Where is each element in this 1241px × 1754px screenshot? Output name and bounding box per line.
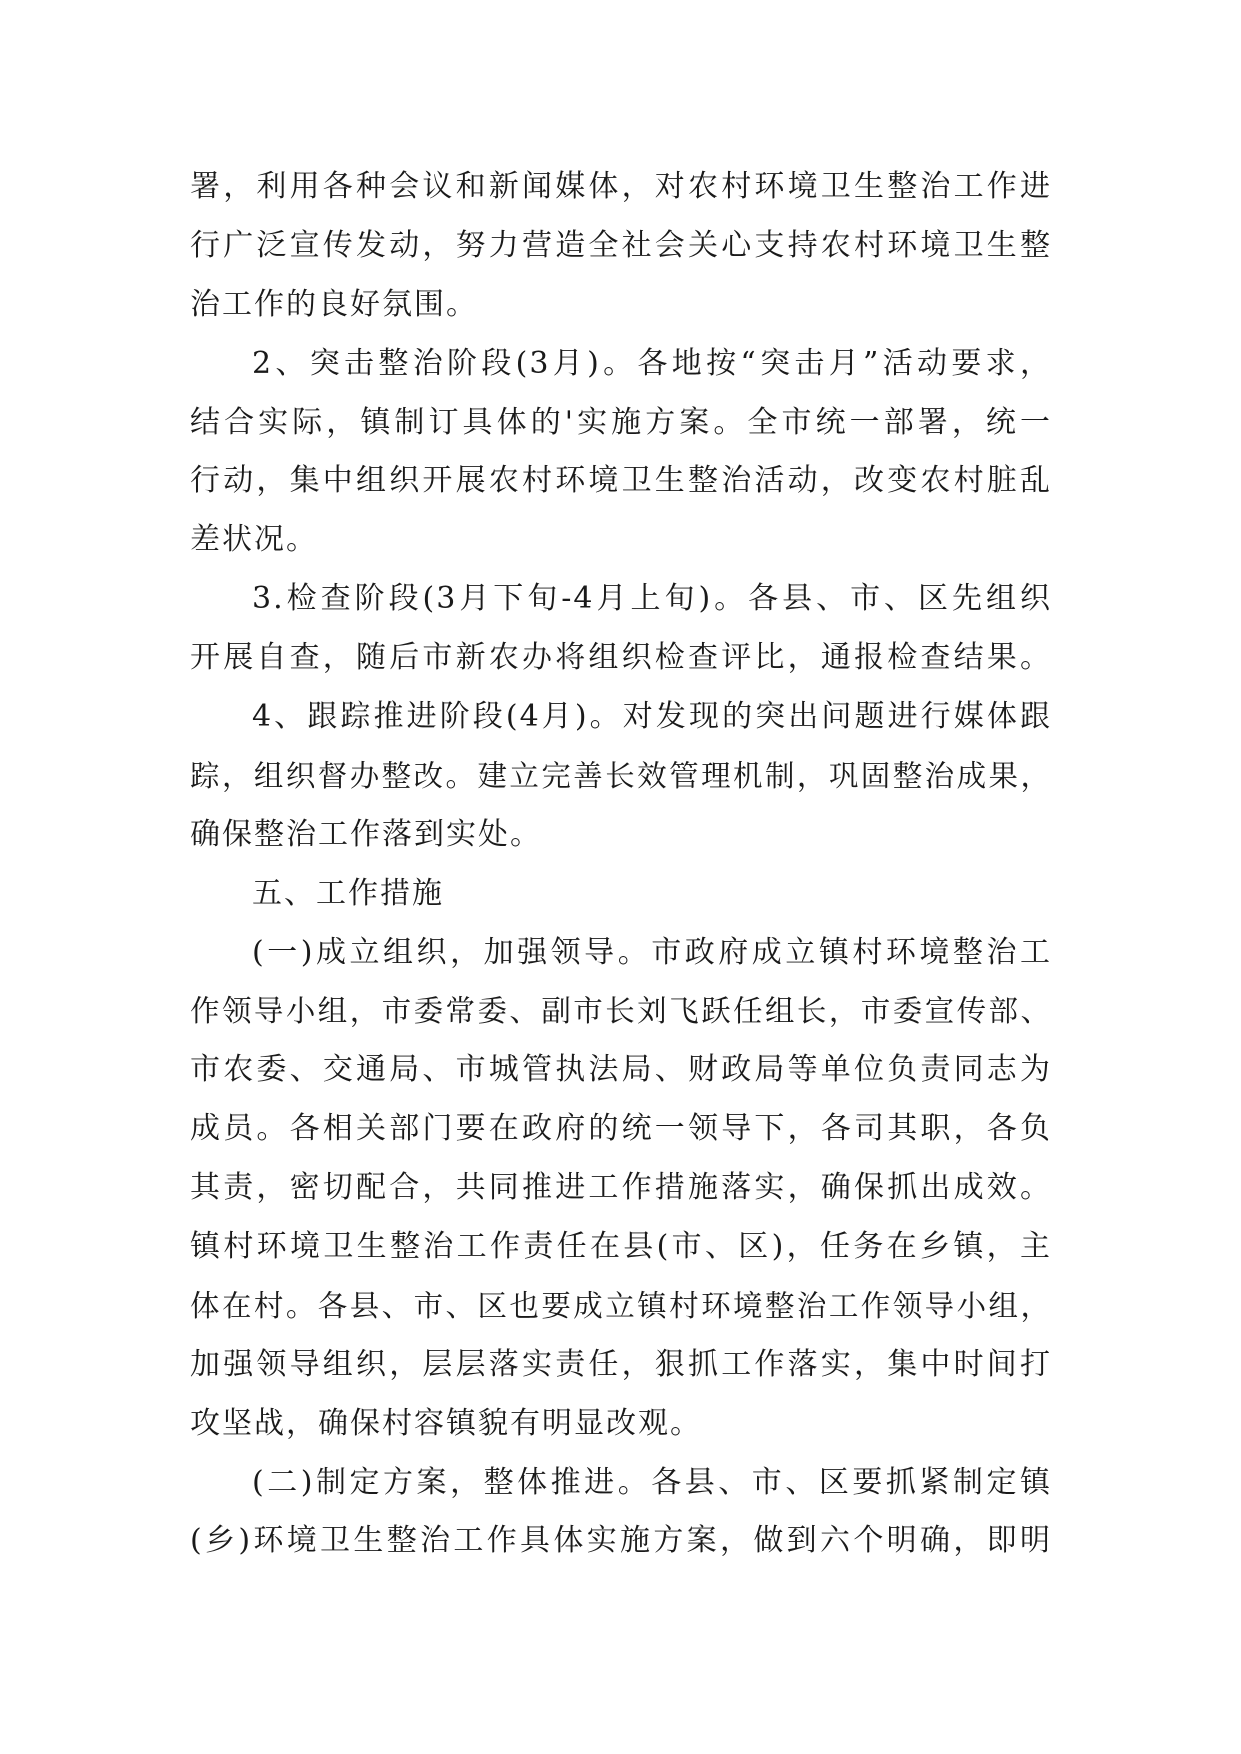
text-line: 开展自查，随后市新农办将组织检查评比，通报检查结果。 xyxy=(190,640,1052,676)
text-line: 作领导小组，市委常委、副市长刘飞跃任组长，市委宣传部、 xyxy=(190,994,1052,1029)
text-line: 2、突击整治阶段(3月)。各地按“突击月”活动要求， xyxy=(252,345,1052,381)
text-line: 成员。各相关部门要在政府的统一领导下，各司其职，各负 xyxy=(190,1111,1052,1147)
text-line: 加强领导组织，层层落实责任，狠抓工作落实，集中时间打 xyxy=(190,1346,1052,1382)
text-line: 差状况。 xyxy=(190,522,318,558)
text-line: 确保整治工作落到实处。 xyxy=(190,816,542,852)
text-line: 体在村。各县、市、区也要成立镇村环境整治工作领导小组， xyxy=(190,1288,1052,1323)
text-line: (乡)环境卫生整治工作具体实施方案，做到六个明确，即明 xyxy=(190,1523,1052,1559)
document-body xyxy=(190,158,1052,1571)
text-line: 结合实际，镇制订具体的'实施方案。全市统一部署，统一 xyxy=(190,404,1052,440)
text-line: 3.检查阶段(3月下旬-4月上旬)。各县、市、区先组织 xyxy=(252,581,1052,617)
text-line: 4、跟踪推进阶段(4月)。对发现的突出问题进行媒体跟 xyxy=(252,699,1052,735)
text-line: 行动，集中组织开展农村环境卫生整治活动，改变农村脏乱 xyxy=(190,463,1052,499)
text-line: 踪，组织督办整改。建立完善长效管理机制，巩固整治成果， xyxy=(190,758,1052,793)
text-line: 攻坚战，确保村容镇貌有明显改观。 xyxy=(190,1405,702,1441)
text-line: (二)制定方案，整体推进。各县、市、区要抓紧制定镇 xyxy=(252,1464,1052,1500)
text-line: 署，利用各种会议和新闻媒体，对农村环境卫生整治工作进 xyxy=(190,169,1052,204)
text-line: 治工作的良好氛围。 xyxy=(190,286,478,322)
text-line: 五、工作措施 xyxy=(252,875,444,911)
text-line: 市农委、交通局、市城管执法局、财政局等单位负责同志为 xyxy=(190,1052,1052,1088)
text-line: 行广泛宣传发动，努力营造全社会关心支持农村环境卫生整 xyxy=(190,227,1052,263)
text-line: 其责，密切配合，共同推进工作措施落实，确保抓出成效。 xyxy=(190,1170,1052,1206)
text-line: (一)成立组织，加强领导。市政府成立镇村环境整治工 xyxy=(252,934,1052,970)
text-line: 镇村环境卫生整治工作责任在县(市、区)，任务在乡镇，主 xyxy=(190,1229,1052,1265)
